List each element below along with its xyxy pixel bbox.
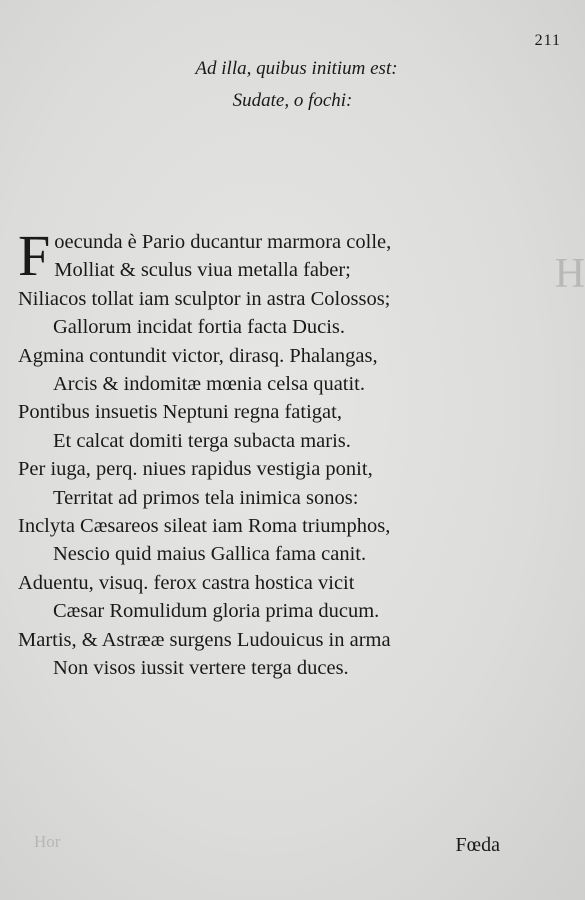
show-through-right: H: [554, 251, 585, 297]
verse-line-4: Gallorum incidat fortia facta Ducis.: [53, 316, 346, 339]
verse-line-14: Cæsar Romulidum gloria prima ducum.: [53, 600, 380, 623]
verse-line-3: Niliacos tollat iam sculptor in astra Colossos;: [18, 287, 391, 310]
verse-line-12: Nescio quid maius Gallica fama canit.: [53, 543, 367, 566]
show-through-left-bottom: Hor: [34, 832, 61, 851]
verse-line-10: Territat ad primos tela inimica sonos:: [53, 486, 359, 509]
drop-cap-initial: F: [18, 223, 51, 288]
verse-line-15: Martis, & Astrææ surgens Ludouicus in arma: [18, 628, 391, 651]
verse-line-13: Aduentu, visuq. ferox castra hostica vicit: [18, 571, 355, 594]
verse-line-2: Molliat & sculus viua metalla faber;: [54, 259, 351, 282]
heading-line-2: Sudate, o fochi:: [232, 90, 353, 111]
verse-line-8: Et calcat domiti terga subacta maris.: [53, 429, 351, 452]
catchword: Fœda: [455, 834, 500, 856]
poem-body: [18, 223, 498, 683]
verse-line-11: Inclyta Cæsareos sileat iam Roma triumphos,: [18, 515, 391, 538]
verse-line-9: Per iuga, perq. niues rapidus vestigia ponit,: [18, 458, 373, 481]
verse-line-1: oecunda è Pario ducantur marmora colle,: [54, 231, 392, 253]
verse-line-6: Arcis & indomitæ mœnia celsa quatit.: [53, 373, 366, 396]
verse-line-7: Pontibus insuetis Neptuni regna fatigat,: [18, 401, 342, 424]
heading-line-1: Ad illa, quibus initium est:: [195, 58, 398, 79]
verse-line-5: Agmina contundit victor, dirasq. Phalangas,: [18, 344, 378, 367]
verse-line-16: Non visos iussit vertere terga duces.: [53, 657, 349, 680]
page-number: 211: [534, 32, 561, 49]
